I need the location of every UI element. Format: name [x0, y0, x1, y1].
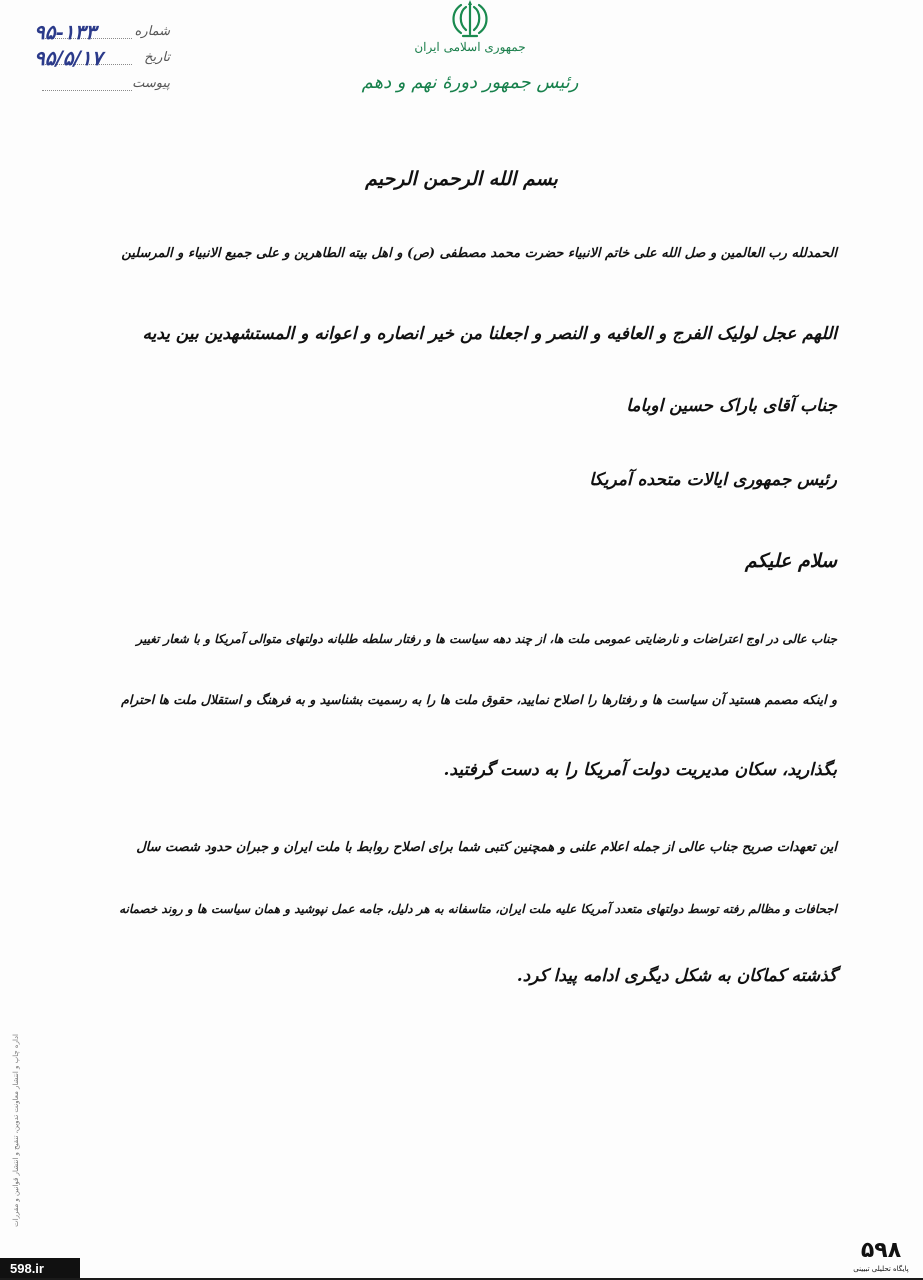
paragraph-1-line-3: بگذارید، سکان مدیریت دولت آمریکا را به دست گرفتید. — [443, 760, 837, 780]
paragraph-2-line-2: اجحافات و مظالم رفته توسط دولتهای متعدد آمریکا علیه ملت ایران، متاسفانه به هر دلیل، جامه عمل نپوشید و همان سیاست ها و روند خصمانه — [119, 902, 837, 916]
watermark-logo-number: ۵۹۸ — [860, 1238, 902, 1263]
number-value: ۹۵-۱۳۳ — [34, 20, 97, 44]
addressee-line-2: رئیس جمهوری ایالات متحده آمریکا — [589, 470, 837, 490]
paragraph-1-line-1: جناب عالی در اوج اعتراضات و نارضایتی عمومی ملت ها، از چند دهه سیاست ها و رفتار سلطه طلبانه دولتهای متوالی آمریکا و با شعار تغییر — [136, 632, 837, 646]
date-label: تاریخ — [144, 50, 170, 65]
addressee-line-1: جناب آقای باراک حسین اوباما — [626, 396, 837, 416]
watermark-site-label: 598.ir — [0, 1258, 80, 1280]
paragraph-2-line-1: این تعهدات صریح جناب عالی از جمله اعلام علنی و همچنین کتبی شما برای اصلاح روابط با ملت ایران و جبران حدود شصت سال — [136, 840, 837, 855]
attachment-label: پیوست — [132, 76, 170, 91]
side-note-text: اداره چاپ و انتشار معاونت تدوین، تنقیح و انتشار قوانین و مقررات — [12, 1034, 20, 1227]
paragraph-2-line-3: گذشته کماکان به شکل دیگری ادامه پیدا کرد. — [516, 966, 837, 986]
bismillah: بسم الله الرحمن الرحیم — [365, 168, 558, 190]
opening-line-2: اللهم عجل لولیک الفرج و العافیه و النصر و اجعلنا من خیر انصاره و اعوانه و المستشهدین بین یدیه — [142, 324, 837, 344]
salutation: سلام علیکم — [744, 550, 837, 572]
date-value: ۹۵/۵/۱۷ — [34, 46, 103, 70]
watermark-logo-caption: پایگاه تحلیلی تبیینی — [853, 1265, 909, 1273]
letter-body — [110, 0, 837, 1280]
side-note — [8, 1034, 24, 1227]
number-label: شماره — [134, 24, 170, 39]
letterhead-line-1: جمهوری اسلامی ایران — [414, 40, 526, 54]
letterhead-line-2: رئیس جمهور دورهٔ نهم و دهم — [361, 72, 579, 93]
watermark-logo — [845, 1238, 917, 1278]
opening-line-1: الحمدلله رب العالمین و صل الله علی خاتم الانبیاء حضرت محمد مصطفی (ص) و اهل بیته الطاهرین و علی جمیع الانبیاء و المرسلین — [121, 246, 837, 261]
paragraph-1-line-2: و اینکه مصمم هستید آن سیاست ها و رفتارها را اصلاح نمایید، حقوق ملت ها را به رسمیت بشناسید و به فرهنگ و استقلال ملت ها احترام — [121, 692, 837, 707]
